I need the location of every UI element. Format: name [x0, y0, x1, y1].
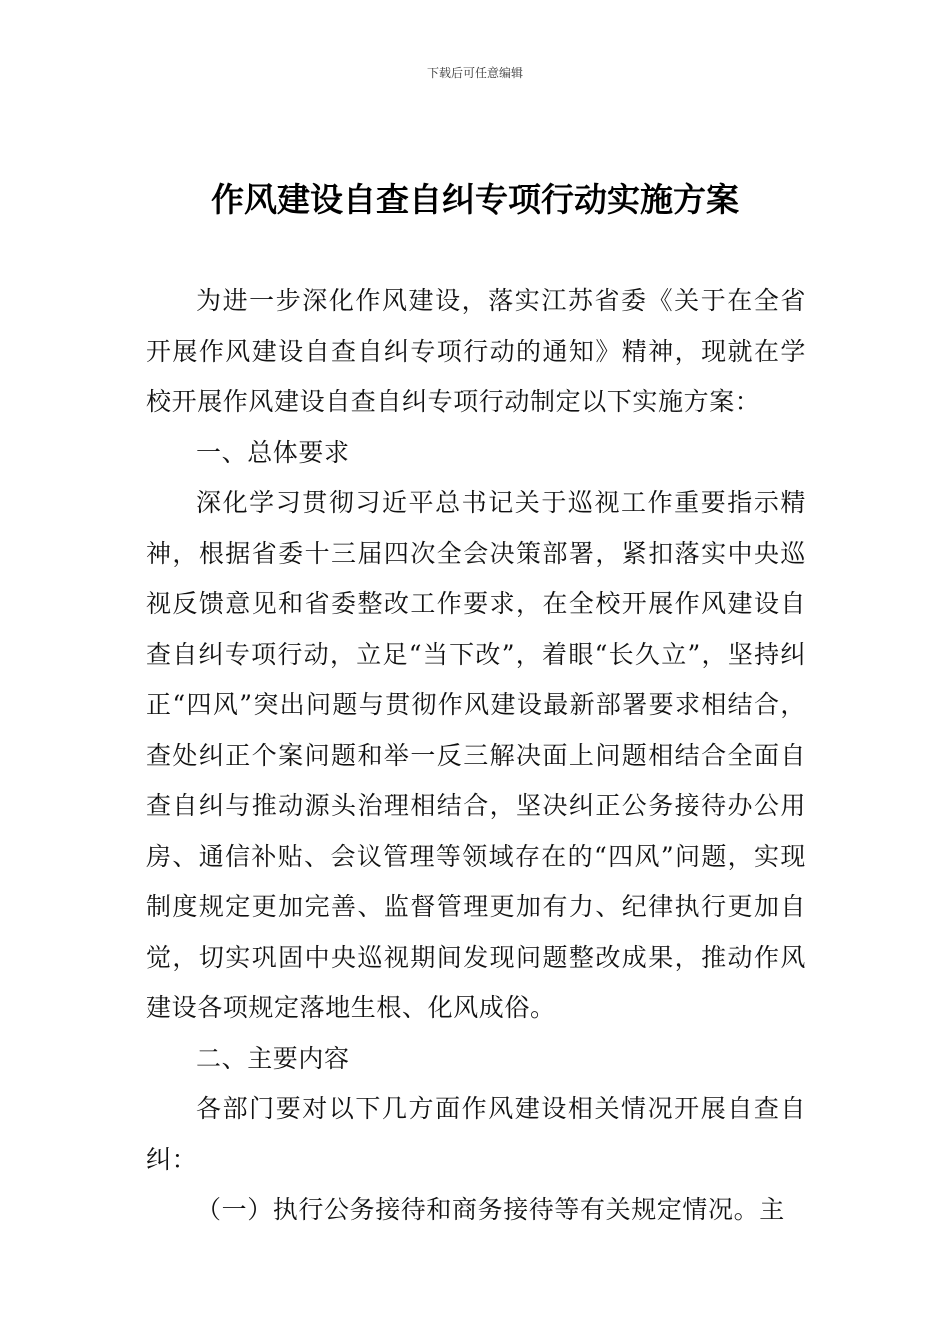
- section-heading-overall-requirements: 一、总体要求: [196, 437, 350, 467]
- main-content-paragraph: 各部门要对以下几方面作风建设相关情况开展自查自纠：: [146, 1094, 806, 1174]
- document-title: 作风建设自查自纠专项行动实施方案: [211, 180, 739, 219]
- intro-paragraph: 为进一步深化作风建设，落实江苏省委《关于在全省开展作风建设自查自纠专项行动的通知》精神，现就在学校开展作风建设自查自纠专项行动制定以下实施方案：: [146, 286, 806, 416]
- overall-requirements-paragraph: 深化学习贯彻习近平总书记关于巡视工作重要指示精神，根据省委十三届四次全会决策部署，紧扣落实中央巡视反馈意见和省委整改工作要求，在全校开展作风建设自查自纠专项行动，立足“当下改”，着眼“长久立”，坚持纠正“四风”突出问题与贯彻作风建设最新部署要求相结合，查处纠正个案问题和举一反三解决面上问题相结合全面自查自纠与推动源头治理相结合，坚决纠正公务接待办公用房、通信补贴、会议管理等领域存在的“四风”问题，实现制度规定更加完善、监督管理更加有力、纪律执行更加自觉，切实巩固中央巡视期间发现问题整改成果，推动作风建设各项规定落地生根、化风成俗。: [146, 488, 806, 1022]
- document-body: [146, 276, 806, 1236]
- subsection-1-paragraph: （一）执行公务接待和商务接待等有关规定情况。主: [196, 1195, 785, 1224]
- section-heading-main-content: 二、主要内容: [196, 1043, 350, 1073]
- header-note: 下载后可任意编辑: [426, 66, 523, 80]
